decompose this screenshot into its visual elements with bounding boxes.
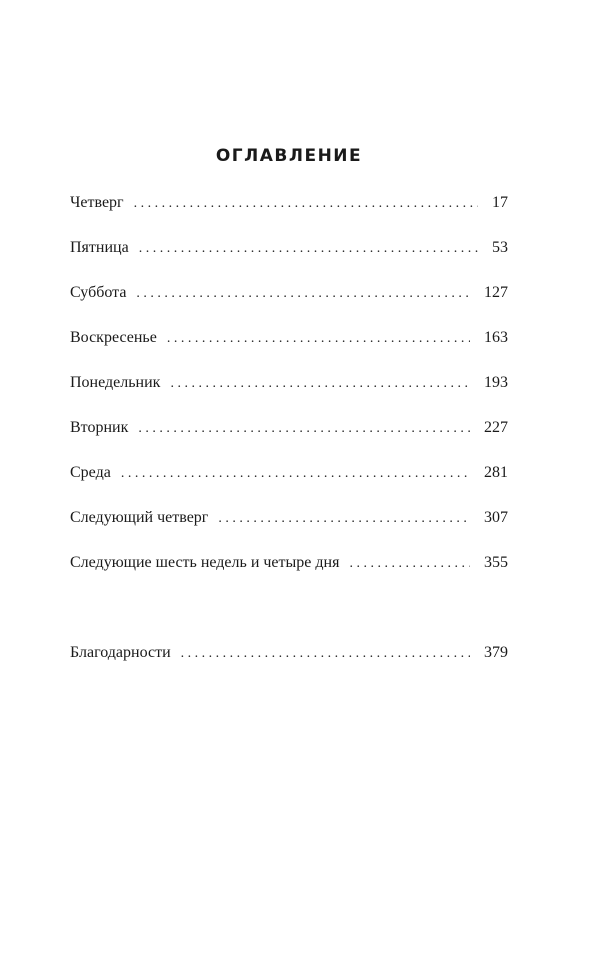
toc-entry-page: 17 (492, 194, 508, 211)
toc-entry (70, 419, 508, 464)
toc-entry (70, 464, 508, 509)
toc-entry-page: 163 (484, 329, 508, 346)
toc-entry-page: 227 (484, 419, 508, 436)
table-of-contents (70, 194, 508, 689)
dot-leader (139, 241, 478, 257)
toc-entry-page: 355 (484, 554, 508, 571)
dot-leader (218, 511, 470, 527)
toc-entry-title: Следующий четверг (70, 509, 209, 526)
dot-leader (134, 196, 478, 212)
toc-entry-title: Среда (70, 464, 111, 481)
dot-leader (181, 646, 470, 662)
toc-entry-title: Четверг (70, 194, 124, 211)
toc-entry-page: 281 (484, 464, 508, 481)
toc-entry-title: Суббота (70, 284, 127, 301)
toc-entry-title: Вторник (70, 419, 129, 436)
toc-entry (70, 644, 508, 689)
toc-entry (70, 329, 508, 374)
toc-entry (70, 374, 508, 419)
toc-entry (70, 239, 508, 284)
toc-entry (70, 509, 508, 554)
toc-entry-page: 127 (484, 284, 508, 301)
toc-entry-page: 307 (484, 509, 508, 526)
toc-entry (70, 284, 508, 329)
dot-leader (170, 376, 470, 392)
dot-leader (136, 286, 470, 302)
toc-entry (70, 554, 508, 599)
toc-entry-title: Пятница (70, 239, 129, 256)
dot-leader (138, 421, 470, 437)
toc-entry (70, 194, 508, 239)
toc-entry-page: 53 (492, 239, 508, 256)
dot-leader (121, 466, 470, 482)
toc-entry-title: Воскресенье (70, 329, 157, 346)
toc-entry-title: Следующие шесть недель и четыре дня (70, 554, 340, 571)
dot-leader (349, 556, 470, 572)
dot-leader (167, 331, 470, 347)
toc-heading: ОГЛАВЛЕНИЕ (215, 146, 363, 166)
toc-entry-page: 193 (484, 374, 508, 391)
toc-entry-title: Понедельник (70, 374, 161, 391)
toc-entry-page: 379 (484, 644, 508, 661)
toc-entry-title: Благодарности (70, 644, 171, 661)
